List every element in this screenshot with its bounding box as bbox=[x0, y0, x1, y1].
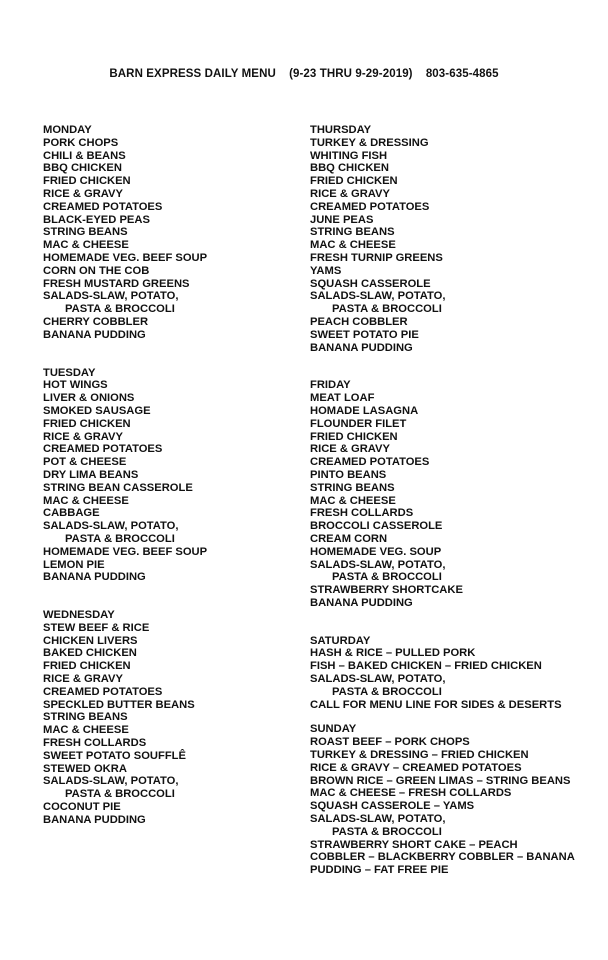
menu-item: PASTA & BROCCOLI bbox=[65, 532, 175, 545]
menu-item: CALL FOR MENU LINE FOR SIDES & DESERTS bbox=[310, 698, 562, 711]
menu-item: MAC & CHEESE – FRESH COLLARDS bbox=[310, 787, 512, 800]
day-title-wednesday: WEDNESDAY bbox=[43, 609, 115, 622]
menu-item: FRIED CHICKEN bbox=[43, 660, 131, 673]
menu-item: STRING BEANS bbox=[310, 481, 395, 494]
phone-number: 803-635-4865 bbox=[425, 68, 499, 80]
menu-items-tuesday bbox=[43, 379, 298, 584]
right-column bbox=[310, 124, 600, 902]
menu-item: PASTA & BROCCOLI bbox=[65, 788, 175, 801]
menu-item: JUNE PEAS bbox=[310, 213, 374, 226]
menu-item: PINTO BEANS bbox=[310, 468, 387, 481]
menu-item: LEMON PIE bbox=[43, 558, 105, 571]
day-tuesday bbox=[43, 367, 298, 585]
menu-title: BARN EXPRESS DAILY MENU bbox=[109, 68, 276, 80]
menu-item: DRY LIMA BEANS bbox=[43, 468, 139, 481]
menu-item: STRING BEANS bbox=[43, 711, 128, 724]
menu-item: FRESH TURNIP GREENS bbox=[310, 251, 443, 264]
day-saturday bbox=[310, 635, 600, 712]
menu-item: BANANA PUDDING bbox=[43, 813, 146, 826]
menu-item: ROAST BEEF – PORK CHOPS bbox=[310, 736, 470, 749]
menu-item: STEW BEEF & RICE bbox=[43, 621, 150, 634]
menu-item: FISH – BAKED CHICKEN – FRIED CHICKEN bbox=[310, 660, 542, 673]
menu-item: BANANA PUDDING bbox=[310, 341, 413, 354]
menu-item: SALADS-SLAW, POTATO, bbox=[43, 775, 179, 788]
menu-item: FLOUNDER FILET bbox=[310, 417, 407, 430]
menu-item: BAKED CHICKEN bbox=[43, 647, 137, 660]
menu-item: PASTA & BROCCOLI bbox=[332, 685, 442, 698]
menu-item: BANANA PUDDING bbox=[43, 328, 146, 341]
day-thursday bbox=[310, 124, 600, 354]
menu-item: CREAM CORN bbox=[310, 532, 388, 545]
menu-item: LIVER & ONIONS bbox=[43, 392, 135, 405]
menu-item: CREAMED POTATOES bbox=[43, 685, 163, 698]
day-monday bbox=[43, 124, 298, 342]
menu-item: CHERRY COBBLER bbox=[43, 315, 149, 328]
menu-item: BLACK-EYED PEAS bbox=[43, 213, 150, 226]
menu-item: HASH & RICE – PULLED PORK bbox=[310, 647, 476, 660]
menu-item: SALADS-SLAW, POTATO, bbox=[310, 813, 446, 826]
menu-item: PORK CHOPS bbox=[43, 136, 119, 149]
menu-item: WHITING FISH bbox=[310, 149, 388, 162]
menu-item: PASTA & BROCCOLI bbox=[65, 303, 175, 316]
menu-header bbox=[0, 68, 608, 80]
menu-item: FRESH COLLARDS bbox=[310, 507, 414, 520]
menu-item: MAC & CHEESE bbox=[43, 239, 129, 252]
day-title-saturday: SATURDAY bbox=[310, 634, 371, 647]
menu-item: PASTA & BROCCOLI bbox=[332, 303, 442, 316]
day-sunday bbox=[310, 723, 600, 877]
menu-item: BROCCOLI CASSEROLE bbox=[310, 520, 443, 533]
menu-item: SALADS-SLAW, POTATO, bbox=[43, 290, 179, 303]
menu-item: PEACH COBBLER bbox=[310, 315, 408, 328]
menu-item: SQUASH CASSEROLE bbox=[310, 277, 431, 290]
day-title-monday: MONDAY bbox=[43, 124, 92, 136]
menu-item: BROWN RICE – GREEN LIMAS – STRING BEANS bbox=[310, 774, 571, 787]
menu-item: MAC & CHEESE bbox=[43, 724, 129, 737]
menu-item: RICE & GRAVY bbox=[310, 187, 390, 200]
menu-item: CREAMED POTATOES bbox=[43, 443, 163, 456]
menu-items-saturday bbox=[310, 647, 600, 711]
day-wednesday bbox=[43, 609, 298, 827]
left-column bbox=[43, 124, 298, 852]
menu-item: SWEET POTATO PIE bbox=[310, 328, 419, 341]
menu-item: HOMEMADE VEG. SOUP bbox=[310, 545, 442, 558]
menu-item: SQUASH CASSEROLE – YAMS bbox=[310, 800, 475, 813]
menu-item: RICE & GRAVY bbox=[43, 187, 123, 200]
menu-item: CORN ON THE COB bbox=[43, 264, 150, 277]
day-title-tuesday: TUESDAY bbox=[43, 366, 96, 379]
menu-items-monday bbox=[43, 137, 298, 342]
day-title-sunday: SUNDAY bbox=[310, 723, 357, 736]
menu-item: CREAMED POTATOES bbox=[310, 456, 430, 469]
menu-item: BBQ CHICKEN bbox=[310, 162, 389, 175]
menu-item: STRING BEAN CASSEROLE bbox=[43, 481, 193, 494]
menu-item: SMOKED SAUSAGE bbox=[43, 404, 151, 417]
menu-item: STRING BEANS bbox=[43, 226, 128, 239]
menu-item: FRIED CHICKEN bbox=[310, 430, 398, 443]
menu-item: FRESH MUSTARD GREENS bbox=[43, 277, 190, 290]
menu-item: YAMS bbox=[310, 264, 342, 277]
menu-item: RICE & GRAVY bbox=[43, 673, 123, 686]
menu-item: PASTA & BROCCOLI bbox=[332, 825, 442, 838]
menu-item: MEAT LOAF bbox=[310, 392, 375, 405]
menu-item: FRIED CHICKEN bbox=[43, 175, 131, 188]
menu-item: FRIED CHICKEN bbox=[310, 175, 398, 188]
menu-item: MAC & CHEESE bbox=[310, 494, 396, 507]
day-title-thursday: THURSDAY bbox=[310, 124, 372, 136]
menu-item: STEWED OKRA bbox=[43, 762, 127, 775]
menu-item: HOMEMADE VEG. BEEF SOUP bbox=[43, 545, 208, 558]
menu-item: SALADS-SLAW, POTATO, bbox=[310, 673, 446, 686]
menu-item: BANANA PUDDING bbox=[310, 596, 413, 609]
menu-item: RICE & GRAVY bbox=[310, 443, 390, 456]
menu-item: BBQ CHICKEN bbox=[43, 162, 122, 175]
menu-item: STRING BEANS bbox=[310, 226, 395, 239]
menu-item: MAC & CHEESE bbox=[43, 494, 129, 507]
menu-items-sunday bbox=[310, 736, 600, 877]
menu-item: CABBAGE bbox=[43, 507, 100, 520]
menu-item: PUDDING – FAT FREE PIE bbox=[310, 864, 449, 877]
menu-item: POT & CHEESE bbox=[43, 456, 127, 469]
menu-item: CREAMED POTATOES bbox=[310, 200, 430, 213]
day-title-friday: FRIDAY bbox=[310, 379, 351, 392]
menu-item: COCONUT PIE bbox=[43, 801, 121, 814]
menu-date-range: (9-23 THRU 9-29-2019) bbox=[289, 68, 413, 80]
menu-item: MAC & CHEESE bbox=[310, 239, 396, 252]
menu-item: HOMEMADE VEG. BEEF SOUP bbox=[43, 251, 208, 264]
menu-item: TURKEY & DRESSING bbox=[310, 136, 429, 149]
menu-item: CHILI & BEANS bbox=[43, 149, 126, 162]
menu-item: FRESH COLLARDS bbox=[43, 737, 147, 750]
menu-item: SALADS-SLAW, POTATO, bbox=[310, 558, 446, 571]
menu-item: CHICKEN LIVERS bbox=[43, 634, 138, 647]
menu-item: CREAMED POTATOES bbox=[43, 200, 163, 213]
menu-item: SPECKLED BUTTER BEANS bbox=[43, 698, 195, 711]
menu-item: TURKEY & DRESSING – FRIED CHICKEN bbox=[310, 749, 529, 762]
menu-item: SALADS-SLAW, POTATO, bbox=[310, 290, 446, 303]
menu-item: STRAWBERRY SHORTCAKE bbox=[310, 584, 463, 597]
menu-item: SALADS-SLAW, POTATO, bbox=[43, 520, 179, 533]
menu-item: PASTA & BROCCOLI bbox=[332, 571, 442, 584]
menu-item: RICE & GRAVY – CREAMED POTATOES bbox=[310, 761, 522, 774]
menu-items-thursday bbox=[310, 137, 600, 355]
menu-item: HOT WINGS bbox=[43, 379, 108, 392]
menu-item: HOMADE LASAGNA bbox=[310, 404, 419, 417]
menu-item: COBBLER – BLACKBERRY COBBLER – BANANA bbox=[310, 851, 575, 864]
menu-item: STRAWBERRY SHORT CAKE – PEACH bbox=[310, 838, 518, 851]
menu-items-friday bbox=[310, 392, 600, 610]
day-friday bbox=[310, 379, 600, 609]
menu-item: BANANA PUDDING bbox=[43, 571, 146, 584]
menu-items-wednesday bbox=[43, 622, 298, 827]
menu-item: SWEET POTATO SOUFFLÊ bbox=[43, 749, 186, 762]
menu-item: FRIED CHICKEN bbox=[43, 417, 131, 430]
menu-item: RICE & GRAVY bbox=[43, 430, 123, 443]
